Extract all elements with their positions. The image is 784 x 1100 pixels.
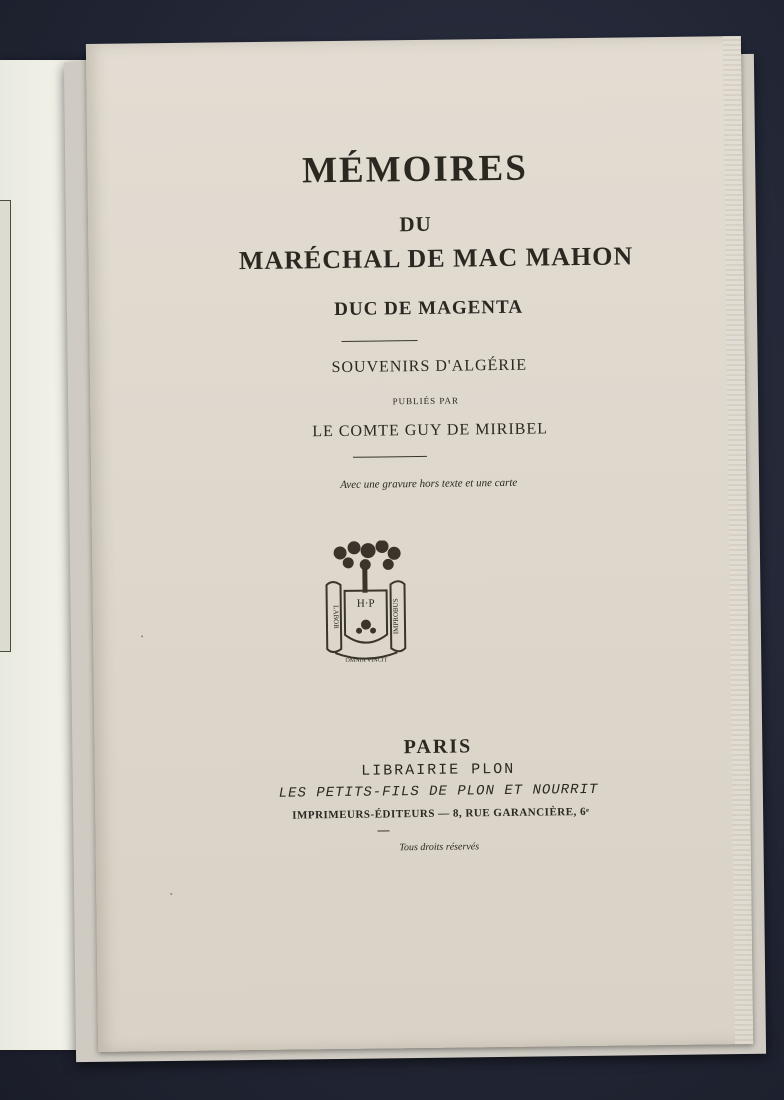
title: MÉMOIRES xyxy=(301,147,529,192)
emblem-motto-left: LABOR xyxy=(331,605,341,629)
duke-title: DUC DE MAGENTA xyxy=(334,296,524,321)
divider-rule xyxy=(353,456,427,458)
paper-speck xyxy=(170,893,172,895)
publisher-address: IMPRIMEURS-ÉDITEURS — 8, RUE GARANCIÈRE, 6ᵉ xyxy=(292,805,590,822)
rights-notice: Tous droits réservés xyxy=(399,841,480,854)
emblem-monogram: H·P xyxy=(356,597,375,610)
paper-speck xyxy=(141,635,143,637)
publisher-name: LIBRAIRIE PLON xyxy=(361,760,516,780)
title-page xyxy=(86,36,753,1052)
frontispiece-plate-edge xyxy=(0,200,11,652)
emblem-motto-right: IMPROBUS xyxy=(391,598,401,635)
editor-name: LE COMTE GUY DE MIRIBEL xyxy=(312,420,549,441)
divider-rule xyxy=(377,830,389,831)
illustration-note: Avec une gravure hors texte et une carte xyxy=(340,476,518,491)
subtitle: SOUVENIRS D'ALGÉRIE xyxy=(331,356,528,377)
publisher-subtitle: LES PETITS-FILS DE PLON ET NOURRIT xyxy=(278,781,599,802)
emblem-motto-bottom: OMNIA VINCIT xyxy=(345,657,388,664)
title-du: DU xyxy=(399,211,432,237)
publisher-emblem-icon xyxy=(320,540,412,667)
divider-rule xyxy=(342,340,418,342)
author-name: MARÉCHAL DE MAC MAHON xyxy=(238,241,634,276)
published-by: PUBLIÉS PAR xyxy=(392,395,460,407)
publication-city: PARIS xyxy=(403,735,473,759)
